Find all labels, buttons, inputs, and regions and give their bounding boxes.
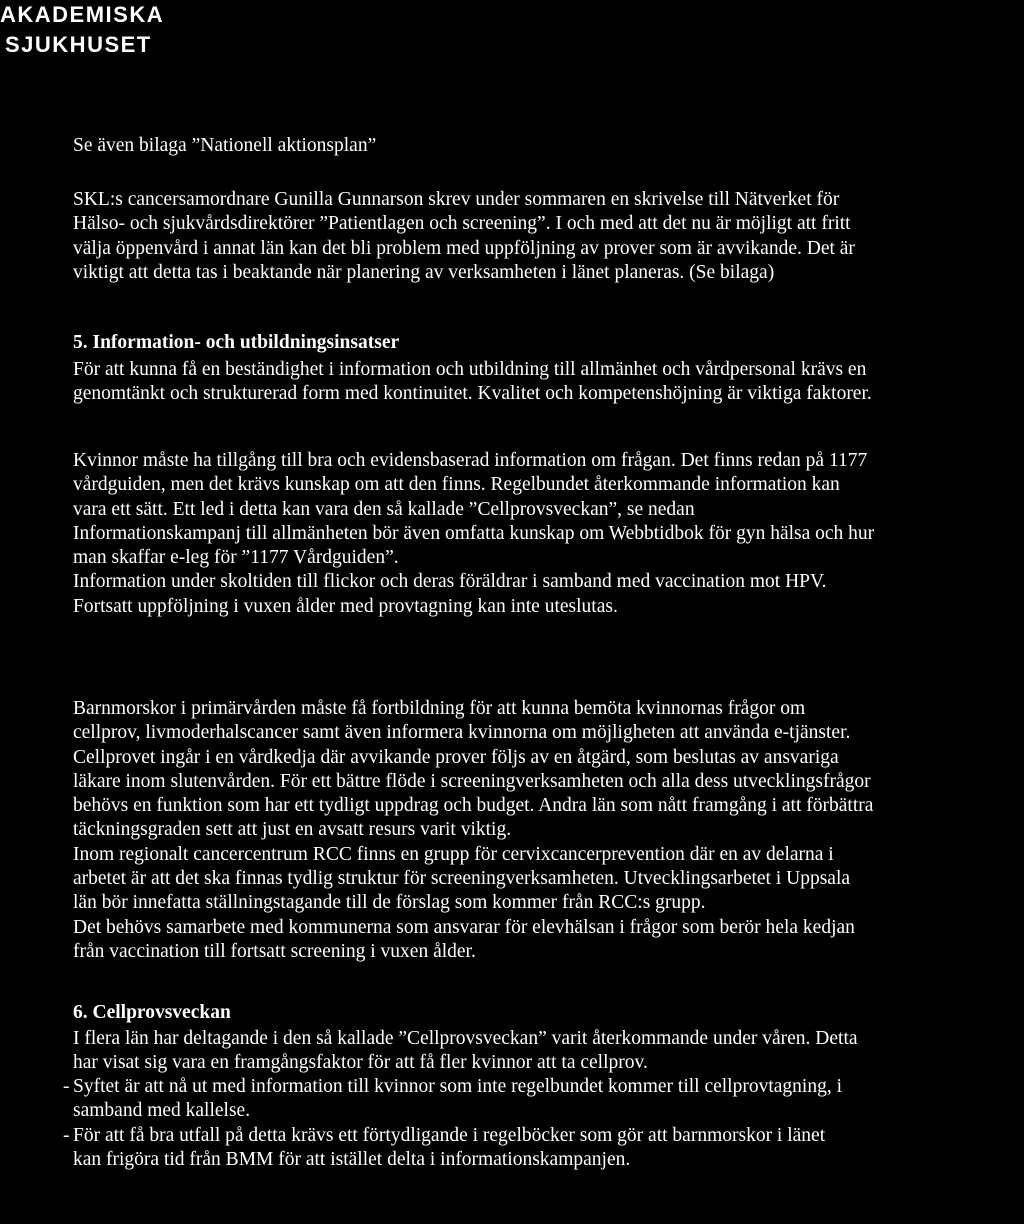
text-line: vårdguiden, men det krävs kunskap om att den finns. Regelbundet återkommande information kan	[73, 474, 840, 496]
paragraph-skl	[73, 188, 1023, 285]
text-line: man skaffar e-leg för ”1177 Vårdguiden”.	[73, 547, 399, 569]
section-number: 6.	[73, 1002, 88, 1023]
text-line: I flera län har deltagande i den så kallade ”Cellprovsveckan” varit återkommande under våren. Detta	[73, 1028, 858, 1049]
text-line: Hälso- och sjukvårdsdirektörer ”Patientlagen och screening”. I och med att det nu är möjligt att fritt	[73, 213, 851, 235]
text-line: från vaccination till fortsatt screening i vuxen ålder.	[73, 940, 476, 962]
logo-line-1: AKADEMISKA	[0, 2, 165, 27]
section-5-paragraph-1	[73, 358, 1023, 407]
text-line: För att kunna få en beständighet i information och utbildning till allmänhet och vårdpersonal krävs en	[73, 359, 867, 380]
text-line: Syftet är att nå ut med information till kvinnor som inte regelbundet kommer till cellprovtagning, i	[73, 1076, 843, 1097]
text-line: För att få bra utfall på detta krävs ett förtydligande i regelböcker som gör att barnmorskor i länet	[73, 1125, 826, 1146]
text-line: arbetet är att det ska finnas tydlig struktur för screeningverksamheten. Utvecklingsarbetet i Uppsala	[73, 868, 851, 890]
text-line: har visat sig vara en framgångsfaktor för att få fler kvinnor att ta cellprov.	[73, 1052, 648, 1074]
section-6-heading	[73, 1001, 231, 1025]
text-line: viktigt att detta tas i beaktande när planering av verksamheten i länet planeras. (Se bilaga)	[73, 261, 775, 283]
text-line: SKL:s cancersamordnare Gunilla Gunnarson skrev under sommaren en skrivelse till Nätverket för	[73, 189, 840, 210]
section-5-heading	[73, 331, 399, 355]
text-line: Cellprovet ingår i en vårdkedja där avvikande prover följs av en åtgärd, som beslutas av ansvariga	[73, 746, 839, 768]
hospital-logo	[0, 0, 164, 60]
section-6-paragraph-1	[73, 1027, 1023, 1076]
section-5-paragraph-2	[73, 449, 1023, 619]
text-line: läkare inom slutenvården. För ett bättre flöde i screeningverksamheten och alla dess utvecklingsfrågor	[73, 770, 871, 792]
bullet-dash: -	[63, 1125, 70, 1146]
text-line: Fortsatt uppföljning i vuxen ålder med provtagning kan inte uteslutas.	[73, 595, 618, 617]
text-line: genomtänkt och strukturerad form med kontinuitet. Kvalitet och kompetenshöjning är viktiga faktorer.	[73, 383, 872, 405]
bullet-text	[73, 1075, 842, 1124]
text-line: Inom regionalt cancercentrum RCC finns en grupp för cervixcancerprevention där en av delarna i	[73, 843, 834, 865]
section-number: 5.	[73, 332, 88, 353]
section-title: Cellprovsveckan	[92, 1002, 231, 1023]
intro-note: Se även bilaga ”Nationell aktionsplan”	[73, 135, 377, 156]
section-title: Information- och utbildningsinsatser	[92, 332, 400, 353]
text-line: Det behövs samarbete med kommunerna som ansvarar för elevhälsan i frågor som berör hela kedjan	[73, 916, 855, 938]
text-line: samband med kallelse.	[73, 1100, 251, 1122]
text-line: täckningsgraden sett att just en avsatt resurs varit viktig.	[73, 819, 512, 841]
bullet-text	[73, 1124, 825, 1173]
text-line: Kvinnor måste ha tillgång till bra och evidensbaserad information om frågan. Det finns redan på 1177	[73, 450, 868, 471]
text-line: kan frigöra tid från BMM för att istället delta i informationskampanjen.	[73, 1149, 631, 1171]
text-line: län bör innefatta ställningstagande till de förslag som kommer från RCC:s grupp.	[73, 892, 706, 914]
text-line: Information under skoltiden till flickor och deras föräldrar i samband med vaccination mot HPV.	[73, 571, 827, 593]
text-line: vara ett sätt. Ett led i detta kan vara den så kallade ”Cellprovsveckan”, se nedan	[73, 498, 695, 520]
bullet-dash: -	[63, 1076, 70, 1097]
text-line: Informationskampanj till allmänheten bör även omfatta kunskap om Webbtidbok för gyn hälsa och hur	[73, 522, 875, 544]
text-line: välja öppenvård i annat län kan det bli problem med uppföljning av prover som är avvikande. Det är	[73, 237, 855, 259]
section-5-paragraph-3	[73, 697, 1023, 964]
text-line: cellprov, livmoderhalscancer samt även informera kvinnorna om möjligheten att använda e-tjänster.	[73, 722, 851, 744]
text-line: Barnmorskor i primärvården måste få fortbildning för att kunna bemöta kvinnornas frågor om	[73, 698, 806, 719]
logo-line-2: SJUKHUSET	[5, 32, 152, 57]
text-line: behövs en funktion som har ett tydligt uppdrag och budget. Andra län som nått framgång i att förbättra	[73, 795, 874, 817]
